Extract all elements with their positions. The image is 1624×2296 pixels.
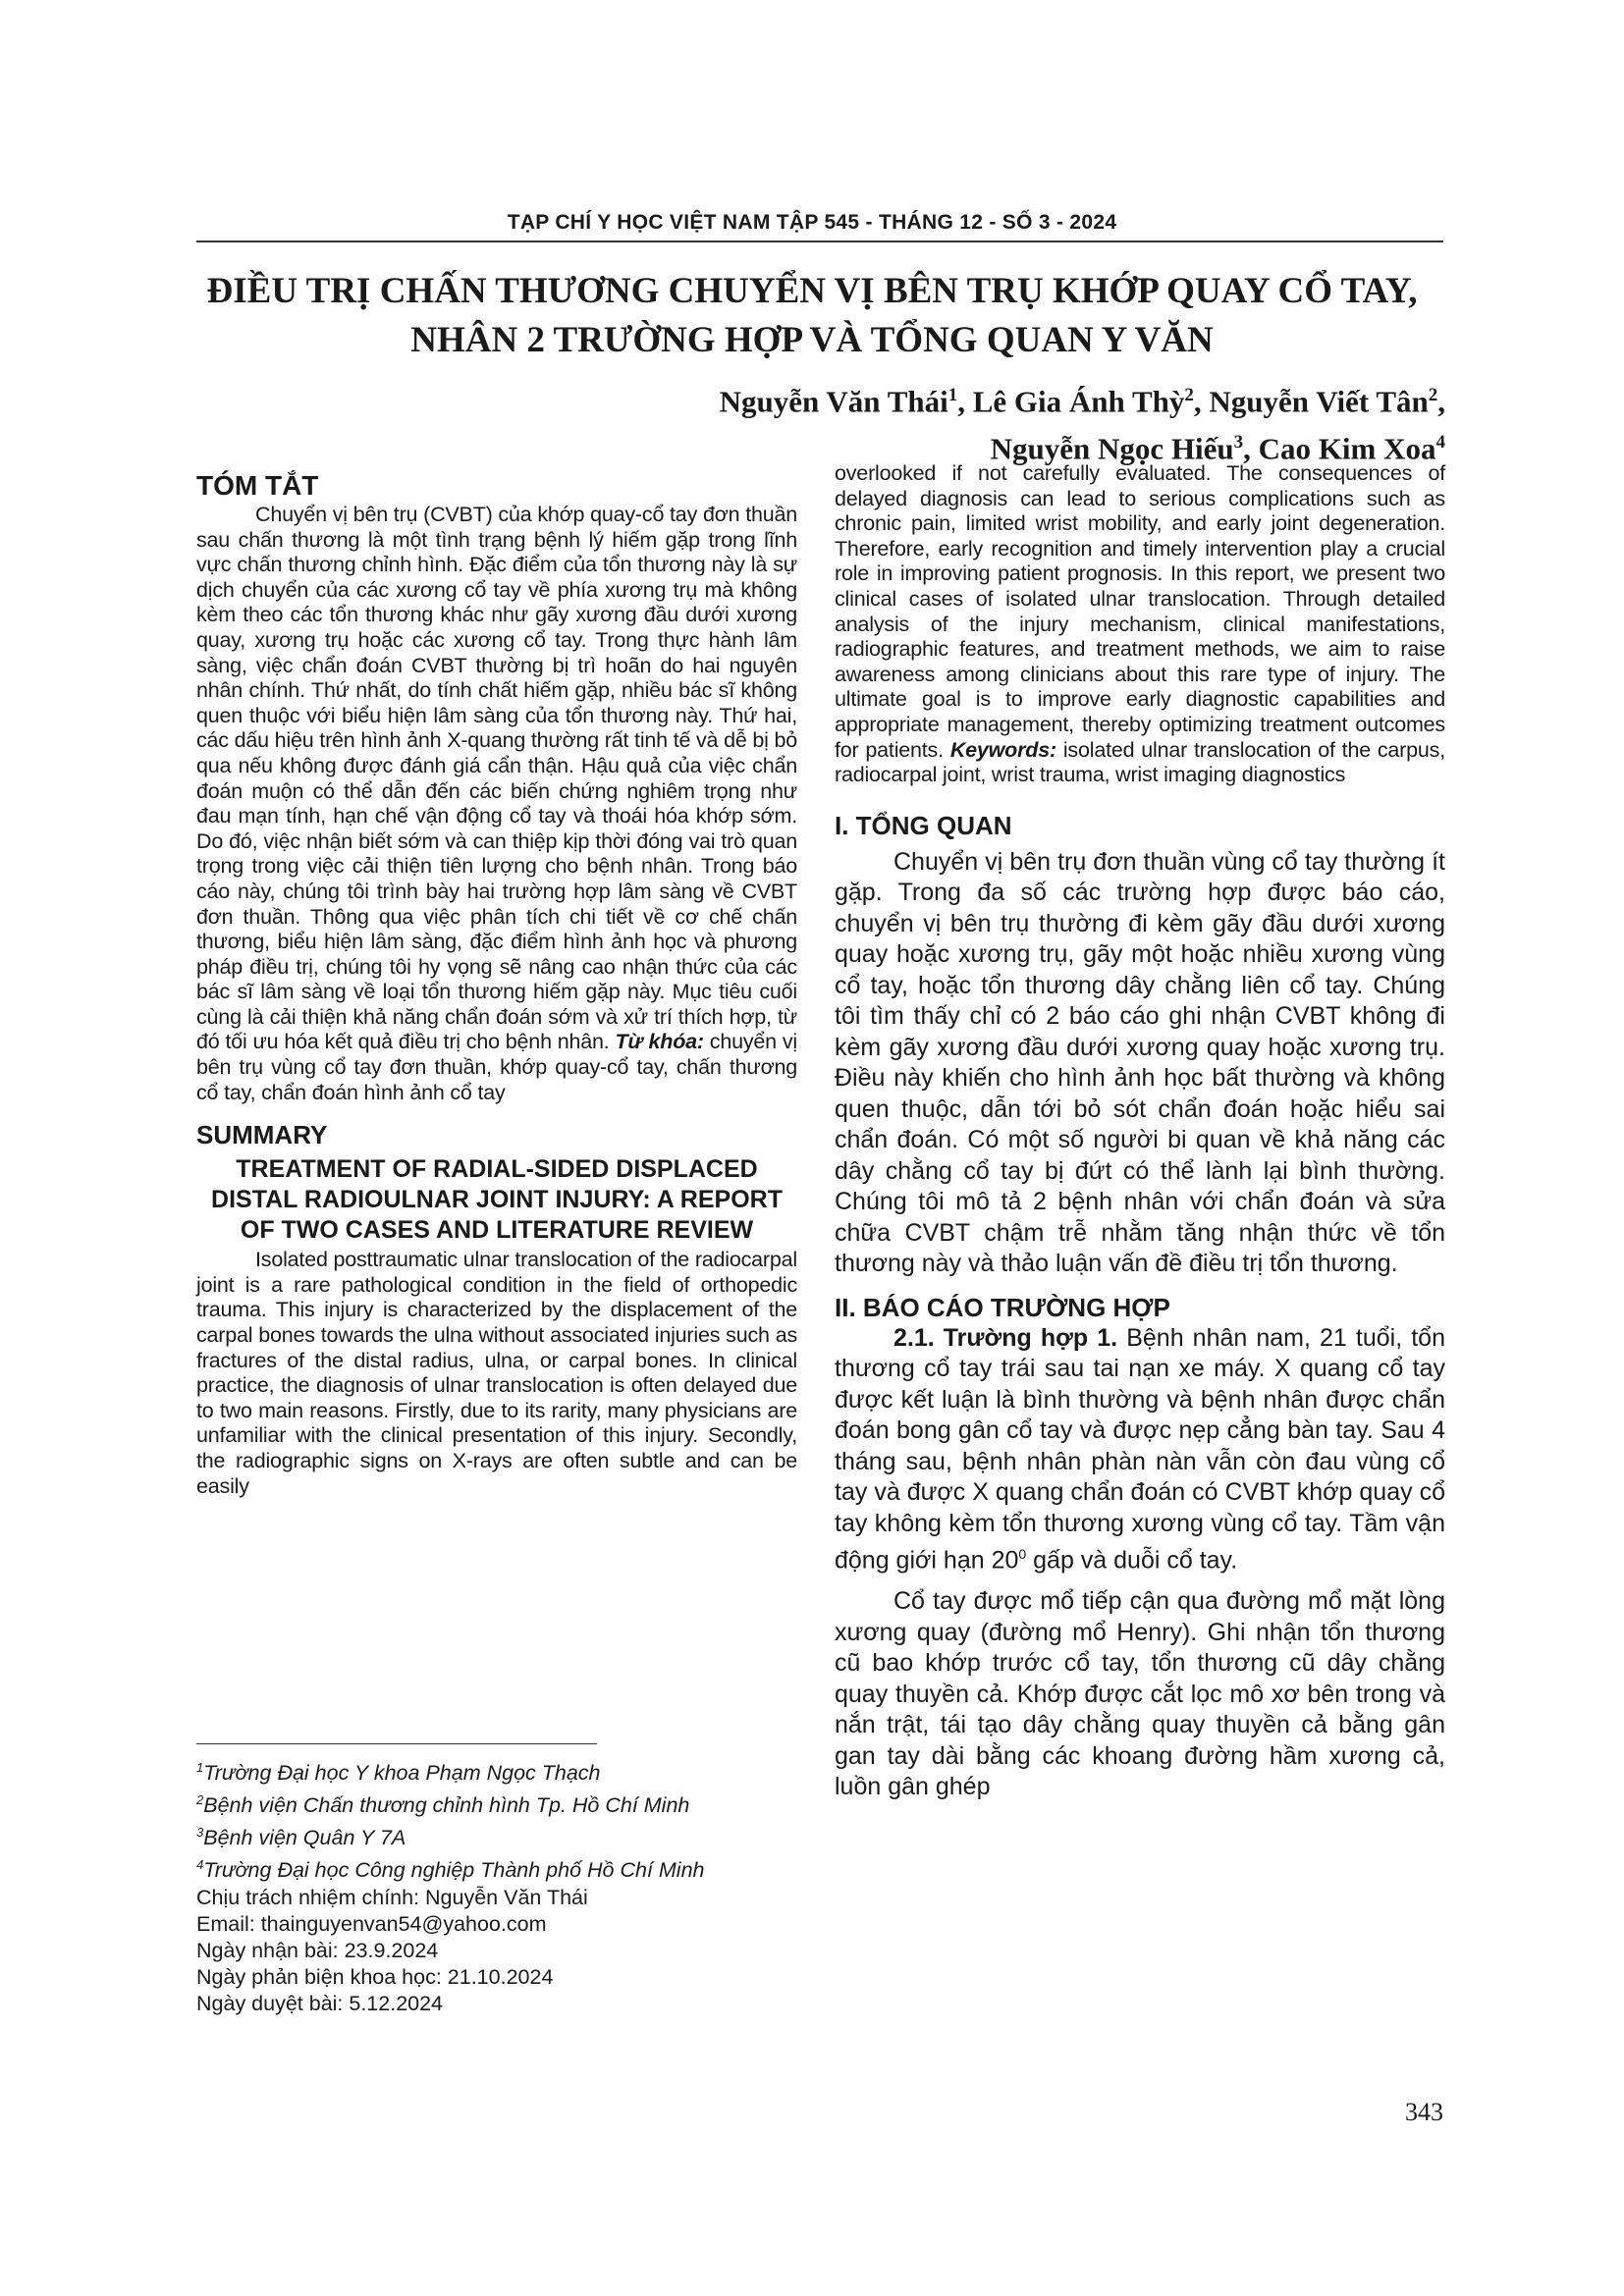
date-accepted: Ngày duyệt bài: 5.12.2024 <box>196 1991 444 2015</box>
abstract-vi-paragraph <box>196 503 797 1105</box>
header-rule <box>196 240 1443 242</box>
author-affiliation: 3 <box>1233 432 1244 454</box>
affiliation-1: $^1$Trường Đại học Y khoa Phạm Ngọc Thạch <box>196 1760 601 1786</box>
author-name: Nguyễn Ngọc Hiếu <box>990 431 1234 466</box>
corresponding-author: Chịu trách nhiệm chính: Nguyễn Văn Thái <box>196 1885 588 1909</box>
affiliation-3: $^3$Bệnh viện Quân Y 7A <box>196 1825 406 1850</box>
author-line-2: Nguyễn Ngọc Hiếu$^3$, Cao Kim Xoa$^4$ <box>990 431 1445 466</box>
author-line-1: Nguyễn Văn Thái$^1$, Lê Gia Ánh Thỳ$^2$, Nguyễn Viết Tân$^2$, <box>719 384 1445 419</box>
affiliation-4: $^4$Trường Đại học Công nghiệp Thành phố Hồ Chí Minh <box>196 1857 705 1883</box>
case-1-label: 2.1. Trường hợp 1. <box>893 1323 1118 1352</box>
degree-superscript: 0 <box>1018 1546 1027 1563</box>
summary-en-paragraph-2 <box>835 461 1445 788</box>
summary-en-text: overlooked if not carefully evaluated. The consequences of delayed diagnosis can lead to serious complications such as chronic pain, limited wrist mobility, and early joint degeneration. Therefore, early recognition and timely intervention play a crucial role in improving patient prognosis. In this report, we present two clinical cases of isolated ulnar translocation. Through detailed analysis of the injury mechanism, clinical manifestations, radiographic features, and treatment methods, we aim to raise awareness among clinicians about this rare type of injury. The ultimate goal is to improve early diagnostic capabilities and appropriate management, thereby optimizing treatment outcomes for patients. <box>835 461 1445 762</box>
date-received: Ngày nhận bài: 23.9.2024 <box>196 1938 439 1962</box>
author-name: Nguyễn Văn Thái <box>719 384 948 419</box>
footnotes <box>196 1754 805 2017</box>
date-reviewed: Ngày phản biện khoa học: 21.10.2024 <box>196 1964 554 1989</box>
keywords-vi-label: Từ khóa: <box>615 1030 704 1054</box>
author-name: Cao Kim Xoa <box>1258 431 1436 466</box>
abstract-vi-text: Chuyển vị bên trụ (CVBT) của khớp quay-cổ tay đơn thuần sau chấn thương là một tình trạng bệnh lý hiếm gặp trong lĩnh vực chấn thương chỉnh hình. Đặc điểm của tổn thương này là sự dịch chuyển của các xương cổ tay về phía xương trụ mà không kèm theo các tổn thương khác như gãy xương đầu dưới xương quay, xương trụ hoặc các xương cổ tay. Trong thực hành lâm sàng, việc chẩn đoán CVBT thường bị trì hoãn do hai nguyên nhân chính. Thứ nhất, do tính chất hiếm gặp, nhiều bác sĩ không quen thuộc với biểu hiện lâm sàng của tổn thương này. Thứ hai, các dấu hiệu trên hình ảnh X-quang thường rất tinh tế và dễ bị bỏ qua nếu không được đánh giá cẩn thận. Hậu quả của việc chẩn đoán muộn có thể dẫn đến các biến chứng nghiêm trọng như đau mạn tính, hạn chế vận động cổ tay và thoái hóa khớp sớm. Do đó, việc nhận biết sớm và can thiệp kịp thời đóng vai trò quan trọng trong việc cải thiện tiên lượng cho bệnh nhân. Trong báo cáo này, chúng tôi trình bày hai trường hợp lâm sàng về CVBT đơn thuần. Thông qua việc phân tích chi tiết về cơ chế chấn thương, biểu hiện lâm sàng, đặc điểm hình ảnh học và phương pháp điều trị, chúng tôi hy vọng sẽ nâng cao nhận thức của các bác sĩ lâm sàng về loại tổn thương hiếm gặp này. Mục tiêu cuối cùng là cải thiện khả năng chẩn đoán sớm và xử trí thích hợp, từ đó tối ưu hóa kết quả điều trị cho bệnh nhân. <box>196 503 797 1054</box>
keywords-en-label: Keywords: <box>949 737 1056 762</box>
footnote-rule <box>196 1743 597 1744</box>
keywords-en: isolated ulnar translocation of the carpus, radiocarpal joint, wrist trauma, wrist imaging diagnostics <box>835 737 1445 787</box>
author-affiliation: 2 <box>1428 385 1438 405</box>
running-header: TẠP CHÍ Y HỌC VIỆT NAM TẬP 545 - THÁNG 12 - SỐ 3 - 2024 <box>507 211 1117 234</box>
author-affiliation: 2 <box>1184 385 1194 405</box>
author-affiliation: 4 <box>1435 432 1445 454</box>
section-1-heading: I. TỔNG QUAN <box>835 810 1012 840</box>
page-number: 343 <box>1405 2098 1443 2126</box>
summary-heading: SUMMARY <box>196 1120 328 1150</box>
affiliation-2: $^2$Bệnh viện Chấn thương chỉnh hình Tp. Hồ Chí Minh <box>196 1792 690 1818</box>
title-line-2: NHÂN 2 TRƯỜNG HỢP VÀ TỔNG QUAN Y VĂN <box>410 320 1214 360</box>
author-name: Lê Gia Ánh Thỳ <box>972 384 1185 419</box>
section-1-paragraph: Chuyển vị bên trụ đơn thuần vùng cổ tay thường ít gặp. Trong đa số các trường hợp được báo cáo, chuyển vị bên trụ thường đi kèm gãy đầu dưới xương quay hoặc xương trụ, gãy một hoặc nhiều xương vùng cổ tay, hoặc tổn thương dây chằng liên cổ tay. Chúng tôi tìm thấy chỉ có 2 báo cáo ghi nhận CVBT không đi kèm gãy xương đầu dưới xương quay hoặc xương trụ. Điều này khiến cho hình ảnh học bất thường và không quen thuộc, dẫn tới bỏ sót chẩn đoán hoặc hiểu sai chẩn đoán. Có một số người bi quan về khả năng các dây chằng cổ tay bị đứt có thể lành lại bình thường. Chúng tôi mô tả 2 bệnh nhân với chẩn đoán và sửa chữa CVBT chậm trễ nhằm tăng nhận thức về tổn thương này và thảo luận vấn đề điều trị tổn thương. <box>835 847 1445 1278</box>
left-column <box>196 469 797 1499</box>
title-line-1: ĐIỀU TRỊ CHẤN THƯƠNG CHUYỂN VỊ BÊN TRỤ KHỚP QUAY CỔ TAY, <box>206 271 1418 311</box>
english-title: TREATMENT OF RADIAL-SIDED DISPLACED DISTAL RADIOULNAR JOINT INJURY: A REPORT OF TWO CASES AND LITERATURE REVIEW <box>211 1155 783 1245</box>
email: Email: thainguyenvan54@yahoo.com <box>196 1911 547 1936</box>
keywords-vi: chuyển vị bên trụ vùng cổ tay đơn thuần, khớp quay-cổ tay, chấn thương cổ tay, chẩn đoán hình ảnh cổ tay <box>196 1030 797 1104</box>
author-affiliation: 1 <box>947 385 958 405</box>
right-column <box>835 461 1445 1803</box>
case-1-text: Bệnh nhân nam, 21 tuổi, tổn thương cổ tay trái sau tai nạn xe máy. X quang cổ tay được kết luận là bình thường và bệnh nhân được chẩn đoán bong gân cổ tay và được nẹp cẳng bàn tay. Sau 4 tháng sau, bệnh nhân phàn nàn vẫn còn đau vùng cổ tay và được X quang chẩn đoán có CVBT khớp quay cổ tay không kèm tổn thương xương vùng cổ tay. Tầm vận động giới hạn 20 <box>835 1323 1445 1575</box>
case-1-surgery-paragraph: Cổ tay được mổ tiếp cận qua đường mổ mặt lòng xương quay (đường mổ Henry). Ghi nhận tổn thương cũ bao khớp trước cổ tay, tổn thương cũ dây chằng quay thuyền cả. Khớp được cắt lọc mô xơ bên trong và nắn trật, tái tạo dây chằng quay thuyền cả bằng gân gan tay dài bằng các khoang đường hầm xương cả, luồn gân ghép <box>835 1587 1445 1801</box>
abstract-heading: TÓM TẮT <box>196 470 319 501</box>
article-title <box>177 267 1447 365</box>
author-name: Nguyễn Viết Tân <box>1209 384 1429 419</box>
case-1-paragraph <box>835 1323 1445 1576</box>
case-1-text-end: gấp và duỗi cổ tay. <box>1026 1546 1238 1575</box>
section-2-heading: II. BÁO CÁO TRƯỜNG HỢP <box>835 1292 1170 1322</box>
summary-en-paragraph-1: Isolated posttraumatic ulnar translocation of the radiocarpal joint is a rare pathological condition in the field of orthopedic trauma. This injury is characterized by the displacement of the carpal bones towards the ulna without associated injuries such as fractures of the distal radius, ulna, or carpal bones. In clinical practice, the diagnosis of ulnar translocation is often delayed due to two main reasons. Firstly, due to its rarity, many physicians are unfamiliar with the clinical presentation of this injury. Secondly, the radiographic signs on X-rays are often subtle and can be easily <box>196 1248 797 1498</box>
author-list <box>491 375 1445 470</box>
